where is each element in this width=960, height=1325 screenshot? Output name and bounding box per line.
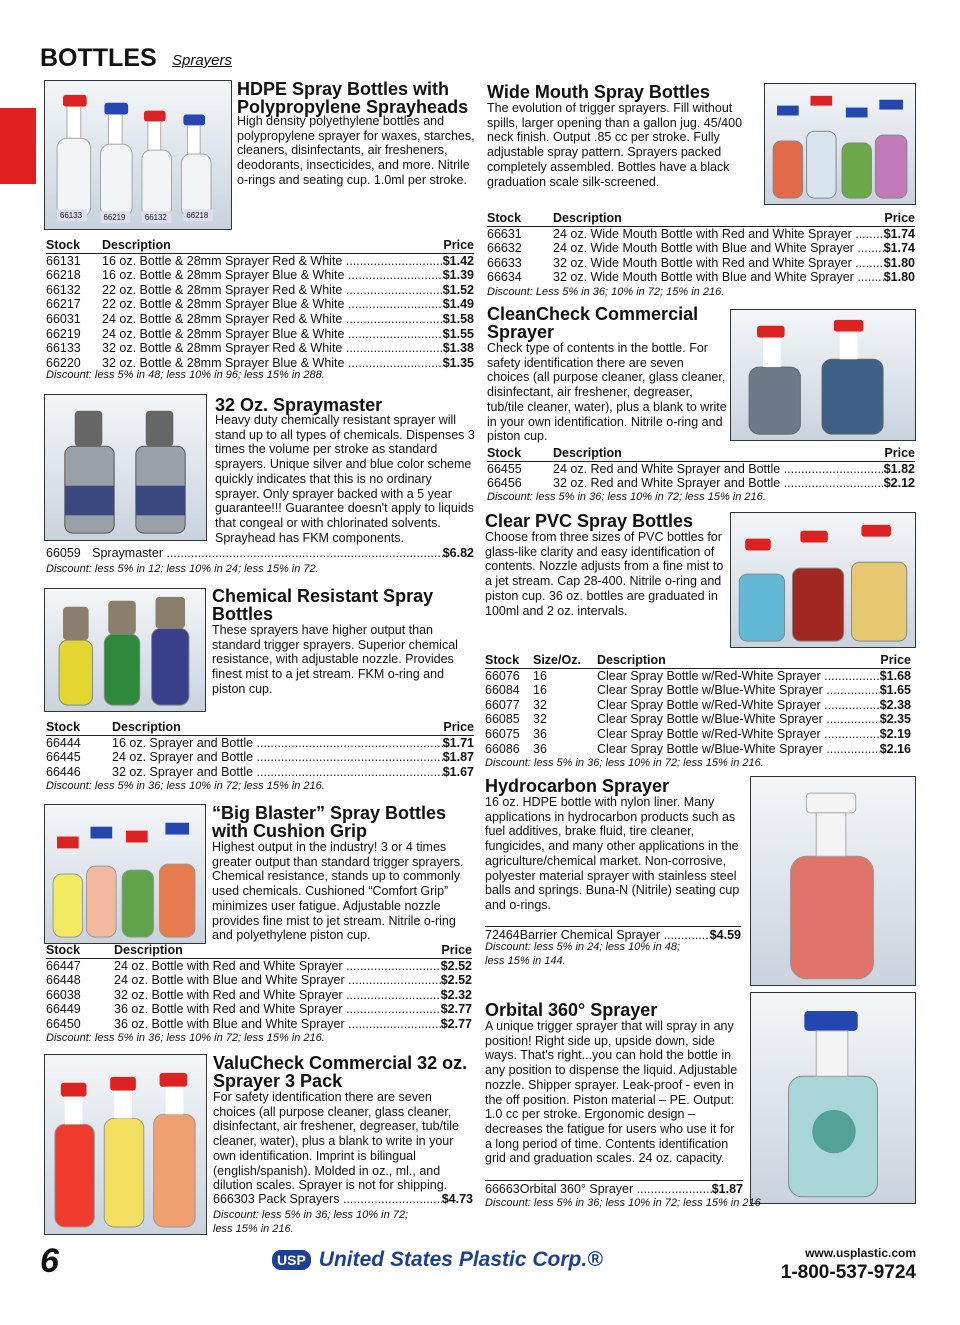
table-row	[487, 241, 915, 256]
stock-number: 72464	[485, 928, 520, 942]
clear-pvc-title: Clear PVC Spray Bottles	[485, 511, 694, 531]
price: $2.38	[879, 697, 911, 712]
table-row	[487, 270, 915, 285]
stock-number: 66663	[485, 1182, 520, 1196]
item-description: Clear Spray Bottle w/Blue-White Sprayer .....	[597, 683, 880, 698]
table-row	[46, 254, 474, 269]
size: 32	[533, 697, 547, 712]
table-row	[46, 327, 474, 342]
price: $2.12	[883, 476, 915, 491]
orbital-discount: Discount: less 5% in 36; less 10% in 72; less 15% in 216	[485, 1197, 761, 1209]
col-price: Price	[443, 720, 474, 734]
stock-number: 66031	[46, 311, 81, 326]
stock-number: 66220	[46, 355, 81, 370]
chemical-discount: Discount: less 5% in 36; less 10% in 72; less 15% in 216.	[46, 780, 325, 792]
item-description: 32 oz. Sprayer and Bottle .....	[112, 765, 443, 780]
col-stock: Stock	[46, 943, 81, 957]
table-row	[46, 736, 474, 751]
phone-number: 1-800-537-9724	[780, 1262, 916, 1283]
stock-number: 66634	[487, 270, 522, 285]
price: $1.52	[442, 282, 474, 297]
stock-number: 66132	[46, 282, 81, 297]
stock-number: 66084	[485, 683, 520, 698]
stock-number: 66447	[46, 958, 81, 973]
item-description: Clear Spray Bottle w/Red-White Sprayer .....	[597, 727, 880, 742]
chemical-description: These sprayers have higher output than standard trigger sprayers. Superior chemical resistance, with adjustable nozzle. Provides finest mist to a jet stream. FKM o-ring and piston cup.	[212, 623, 458, 696]
usp-logo-icon: USP	[272, 1250, 311, 1270]
col-description: Description	[553, 211, 622, 225]
stock-number: 66059	[46, 546, 81, 560]
table-row	[46, 341, 474, 356]
item-description: 24 oz. Bottle with Red and White Sprayer .....	[114, 959, 441, 974]
stock-number: 66448	[46, 973, 81, 988]
company-name: United States Plastic Corp.®	[318, 1248, 603, 1271]
valucheck-discount-2: less 15% in 216.	[213, 1223, 294, 1235]
bottle-label-3: 66132	[144, 213, 167, 223]
table-row	[487, 476, 915, 491]
price: $1.87	[442, 750, 474, 765]
item-description: 24 oz. Bottle & 28mm Sprayer Red & White .....	[102, 312, 443, 327]
col-description: Description	[597, 653, 666, 667]
col-description: Description	[553, 446, 622, 460]
price: $2.19	[879, 726, 911, 741]
hdpe-discount: Discount: less 5% in 48; less 10% in 96; less 15% in 288.	[46, 369, 325, 381]
orbital-row	[485, 1180, 743, 1196]
price: $1.74	[883, 226, 915, 241]
table-row	[46, 988, 472, 1003]
page-number: 6	[40, 1242, 59, 1280]
price: $2.35	[879, 712, 911, 727]
hydrocarbon-row	[485, 926, 741, 942]
spraymaster-discount: Discount: less 5% in 12; less 10% in 24; less 15% in 72.	[46, 563, 319, 575]
stock-number: 66630	[213, 1192, 248, 1206]
price: $1.58	[442, 311, 474, 326]
col-price: Price	[441, 943, 472, 957]
item-description: 24 oz. Red and White Sprayer and Bottle .....	[553, 462, 884, 477]
item-description: 16 oz. Bottle & 28mm Sprayer Red & White .....	[102, 254, 443, 269]
item-description: 22 oz. Bottle & 28mm Sprayer Red & White .....	[102, 283, 443, 298]
stock-number: 66455	[487, 461, 522, 476]
stock-number: 66133	[46, 341, 81, 356]
item-description: 16 oz. Bottle & 28mm Sprayer Blue & White .....	[102, 268, 443, 283]
chemical-title: Chemical Resistant Spray Bottles	[212, 586, 434, 624]
item-description: Spraymaster .....	[92, 546, 443, 560]
table-row	[46, 268, 474, 283]
price: $1.65	[879, 683, 911, 698]
chemical-table	[46, 720, 474, 779]
page-title: BOTTLES	[40, 44, 157, 72]
col-stock: Stock	[46, 720, 81, 734]
col-price: Price	[880, 653, 911, 667]
price: $2.52	[440, 973, 472, 988]
table-row	[485, 698, 911, 713]
price: $1.67	[442, 764, 474, 779]
big-blaster-photo	[44, 804, 206, 944]
big-blaster-discount: Discount: less 5% in 36; less 10% in 72; less 15% in 216.	[46, 1032, 325, 1044]
price: $4.73	[441, 1192, 473, 1206]
stock-number: 66077	[485, 697, 520, 712]
stock-number: 66456	[487, 476, 522, 491]
price: $2.32	[440, 987, 472, 1002]
item-description: 32 oz. Red and White Sprayer and Bottle .....	[553, 476, 884, 491]
website-link[interactable]: www.usplastic.com	[805, 1246, 916, 1260]
size: 16	[533, 668, 547, 683]
table-row	[487, 462, 915, 477]
table-row	[46, 1017, 472, 1032]
col-price: Price	[884, 211, 915, 225]
size: 32	[533, 712, 547, 727]
valucheck-title: ValuCheck Commercial 32 oz. Sprayer 3 Pack	[213, 1053, 468, 1091]
orbital-photo	[750, 992, 916, 1204]
col-description: Description	[114, 943, 183, 957]
price: $6.82	[442, 546, 474, 560]
price: $1.80	[883, 270, 915, 285]
item-description: 24 oz. Wide Mouth Bottle with Blue and White Sprayer .....	[553, 241, 884, 256]
table-row	[46, 750, 474, 765]
valucheck-row	[213, 1192, 473, 1206]
item-description: Orbital 360° Sprayer .....	[520, 1182, 712, 1196]
size: 36	[533, 726, 547, 741]
hydrocarbon-description: 16 oz. HDPE bottle with nylon liner. Many applications in hydrocarbon products such as fuel additives, brake fluid, tire cleaner, fungicides, and many other applications in the agriculture/chemical market. Non-corrosive, polyester material sprayer with stainless steel balls and springs. Buna-N (Nitrile) seating cup and o-rings.	[485, 795, 740, 912]
price: $1.38	[442, 341, 474, 356]
company-logo	[272, 1248, 603, 1272]
table-row	[46, 973, 472, 988]
bottle-label-4: 66218	[186, 211, 209, 221]
table-row	[46, 297, 474, 312]
item-description: 32 oz. Bottle & 28mm Sprayer Red & White .....	[102, 341, 443, 356]
item-description: Clear Spray Bottle w/Red-White Sprayer .....	[597, 669, 880, 684]
table-row	[46, 312, 474, 327]
spraymaster-description: Heavy duty chemically resistant sprayer will stand up to all types of chemicals. Dispenses 3 times the volume per stroke as standard sprayers. Unique silver and blue color scheme quickly indicates that this is no ordinary sprayer. Only sprayer backed with a 5 year guarantee!!! Guarantee doesn't apply to liquids that congeal or with chlorinated solvents. Sprayhead has FKM components.	[215, 413, 475, 545]
price: $1.42	[442, 253, 474, 268]
price: $1.55	[442, 326, 474, 341]
item-description: 22 oz. Bottle & 28mm Sprayer Blue & White .....	[102, 297, 443, 312]
page-subtitle: Sprayers	[172, 52, 233, 69]
item-description: Clear Spray Bottle w/Blue-White Sprayer .....	[597, 712, 880, 727]
hydrocarbon-photo	[750, 776, 916, 986]
price: $1.80	[883, 255, 915, 270]
price: $2.77	[440, 1016, 472, 1031]
item-description: 24 oz. Bottle & 28mm Sprayer Blue & White .....	[102, 327, 443, 342]
cleancheck-discount: Discount: less 5% in 36; less 10% in 72; less 15% in 216.	[487, 491, 766, 503]
hydrocarbon-title: Hydrocarbon Sprayer	[485, 776, 670, 796]
stock-number: 66631	[487, 226, 522, 241]
col-price: Price	[884, 446, 915, 460]
clear-pvc-description: Choose from three sizes of PVC bottles for glass-like clarity and easy identification of contents. Nozzle adjusts from a fine mist to a jet stream. Cap 28-400. Nitrile o-ring and piston cup. 36 oz. bottles are graduated in 100ml and 2 oz. intervals.	[485, 530, 724, 618]
orbital-title: Orbital 360° Sprayer	[485, 1000, 658, 1020]
hydrocarbon-discount-2: less 15% in 144.	[485, 955, 566, 967]
stock-number: 66086	[485, 741, 520, 756]
section-tab	[0, 108, 36, 184]
spraymaster-title: 32 Oz. Spraymaster	[215, 395, 383, 415]
col-description: Description	[112, 720, 181, 734]
wide-mouth-photo	[764, 83, 916, 205]
valucheck-discount-1: Discount: less 5% in 36; less 10% in 72;	[213, 1209, 409, 1221]
stock-number: 66131	[46, 253, 81, 268]
stock-number: 66076	[485, 668, 520, 683]
cleancheck-title: CleanCheck Commercial Sprayer	[487, 304, 699, 342]
table-row	[485, 712, 911, 727]
item-description: 32 oz. Wide Mouth Bottle with Red and White Sprayer .....	[553, 256, 884, 271]
price: $1.39	[442, 268, 474, 283]
table-row	[46, 283, 474, 298]
table-row	[485, 669, 911, 684]
col-size: Size/Oz.	[533, 653, 581, 667]
item-description: 36 oz. Bottle with Blue and White Sprayer .....	[114, 1017, 441, 1032]
stock-number: 66445	[46, 750, 81, 765]
item-description: 3 Pack Sprayers .....	[248, 1192, 442, 1206]
stock-number: 66217	[46, 297, 81, 312]
price: $2.16	[879, 741, 911, 756]
spraymaster-photo	[44, 394, 207, 541]
price: $4.59	[709, 928, 741, 942]
hdpe-description: High density polyethylene bottles and polypropylene sprayer for waxes, starches, cleaners, disinfectants, air fresheners, deodorants, insecticides, and more. Nitrile o-rings and seating cup. 1.0ml per stroke.	[237, 114, 475, 187]
wide-mouth-discount: Discount: Less 5% in 36; 10% in 72; 15% in 216.	[487, 286, 725, 298]
item-description: 16 oz. Sprayer and Bottle .....	[112, 736, 443, 751]
price: $1.71	[442, 735, 474, 750]
stock-number: 66219	[46, 326, 81, 341]
price: $2.77	[440, 1002, 472, 1017]
item-description: 36 oz. Bottle with Red and White Sprayer .....	[114, 1002, 441, 1017]
price: $2.52	[440, 958, 472, 973]
bottle-label-2: 66219	[103, 213, 126, 223]
price: $1.68	[879, 668, 911, 683]
size: 36	[533, 741, 547, 756]
cleancheck-photo	[730, 309, 916, 441]
table-row	[46, 1002, 472, 1017]
item-description: 24 oz. Bottle with Blue and White Sprayer .....	[114, 973, 441, 988]
clear-pvc-photo	[730, 512, 916, 648]
valucheck-photo	[44, 1054, 207, 1235]
bottle-label-1: 66133	[60, 211, 82, 221]
hdpe-title: HDPE Spray Bottles with Polypropylene Sprayheads	[237, 79, 469, 117]
stock-number: 66446	[46, 764, 81, 779]
item-description: 32 oz. Bottle with Red and White Sprayer .....	[114, 988, 441, 1003]
stock-number: 66085	[485, 712, 520, 727]
big-blaster-table	[46, 943, 472, 1032]
item-description: Barrier Chemical Sprayer .....	[520, 928, 710, 942]
item-description: 32 oz. Wide Mouth Bottle with Blue and White Sprayer .....	[553, 270, 884, 285]
chemical-bottles-photo	[44, 588, 206, 712]
stock-number: 66075	[485, 726, 520, 741]
item-description: 32 oz. Bottle & 28mm Sprayer Blue & White .....	[102, 356, 443, 371]
table-row	[487, 256, 915, 271]
wide-mouth-title: Wide Mouth Spray Bottles	[487, 82, 710, 102]
clear-pvc-table	[485, 653, 911, 756]
big-blaster-title: “Big Blaster” Spray Bottles with Cushion Grip	[212, 803, 447, 841]
col-stock: Stock	[485, 653, 520, 667]
stock-number: 66633	[487, 255, 522, 270]
price: $1.35	[442, 355, 474, 370]
spraymaster-row	[46, 546, 474, 560]
item-description: Clear Spray Bottle w/Blue-White Sprayer .....	[597, 742, 880, 757]
stock-number: 66444	[46, 735, 81, 750]
col-description: Description	[102, 238, 171, 252]
wide-mouth-description: The evolution of trigger sprayers. Fill without spills, larger opening than a gallon jug. 45/400 neck finish. Output .85 cc per stroke. Fully adjustable spray pattern. Sprayers packed completely assembled. Bottles have a black graduation scale silk-screened.	[487, 101, 743, 189]
valucheck-description: For safety identification there are seven choices (all purpose cleaner, glass cleaner, disinfectant, air freshener, degreaser, tub/tile cleaner, water), plus a blank to write in your own identification. Imprint is bilingual (english/spanish). Molded in oz., ml., and dilution scales. Sprayer is not for shipping.	[213, 1090, 459, 1193]
table-row	[485, 742, 911, 757]
item-description: 24 oz. Wide Mouth Bottle with Red and White Sprayer .....	[553, 227, 884, 242]
item-description: Clear Spray Bottle w/Red-White Sprayer .....	[597, 698, 880, 713]
price: $1.49	[442, 297, 474, 312]
price: $1.74	[883, 241, 915, 256]
stock-number: 66449	[46, 1002, 81, 1017]
col-stock: Stock	[487, 446, 522, 460]
stock-number: 66218	[46, 268, 81, 283]
hydrocarbon-discount-1: Discount: less 5% in 24; less 10% in 48;	[485, 941, 681, 953]
wide-mouth-table	[487, 211, 915, 285]
price: $1.87	[711, 1182, 743, 1196]
table-row	[46, 765, 474, 780]
table-row	[485, 727, 911, 742]
table-row	[487, 227, 915, 242]
big-blaster-description: Highest output in the industry! 3 or 4 times greater output than standard trigger sprayers. Chemical resistance, stands up to commonly used chemicals. Cushioned “Comfort Grip” minimizes user fatigue. Adjustable nozzle provides fine mist to jet stream. Nitrile o-ring and polyethylene piston cup.	[212, 840, 464, 943]
size: 16	[533, 683, 547, 698]
table-row	[46, 959, 472, 974]
col-price: Price	[443, 238, 474, 252]
col-stock: Stock	[46, 238, 81, 252]
stock-number: 66450	[46, 1016, 81, 1031]
stock-number: 66038	[46, 987, 81, 1002]
table-row	[485, 683, 911, 698]
clear-pvc-discount: Discount: less 5% in 36; less 10% in 72; less 15% in 216.	[485, 757, 764, 769]
col-stock: Stock	[487, 211, 522, 225]
price: $1.82	[883, 461, 915, 476]
cleancheck-description: Check type of contents in the bottle. For safety identification there are seven choices (all purpose cleaner, glass cleaner, disinfectant, air freshener, degreaser, tub/tile cleaner, water), plus a blank to write in your own identification. Nitrile o-ring and piston cup.	[487, 341, 727, 444]
stock-number: 66632	[487, 241, 522, 256]
hdpe-table	[46, 238, 474, 370]
cleancheck-table	[487, 446, 915, 491]
item-description: 24 oz. Sprayer and Bottle .....	[112, 750, 443, 765]
hdpe-bottles-photo	[44, 80, 232, 230]
orbital-description: A unique trigger sprayer that will spray in any position! Right side up, upside down, side ways. That's right...you can hold the bottle in any position to dispense the liquid. Adjustable nozzle. Shipper sprayer. Leak-proof - even in the off position. Piston material – PE. Output: 1.0 cc per stroke. Ergonomic design – decreases the fatigue for users who use it for a long period of time. Contents identification grid and graduation scales. 24 oz. capacity.	[485, 1019, 738, 1166]
